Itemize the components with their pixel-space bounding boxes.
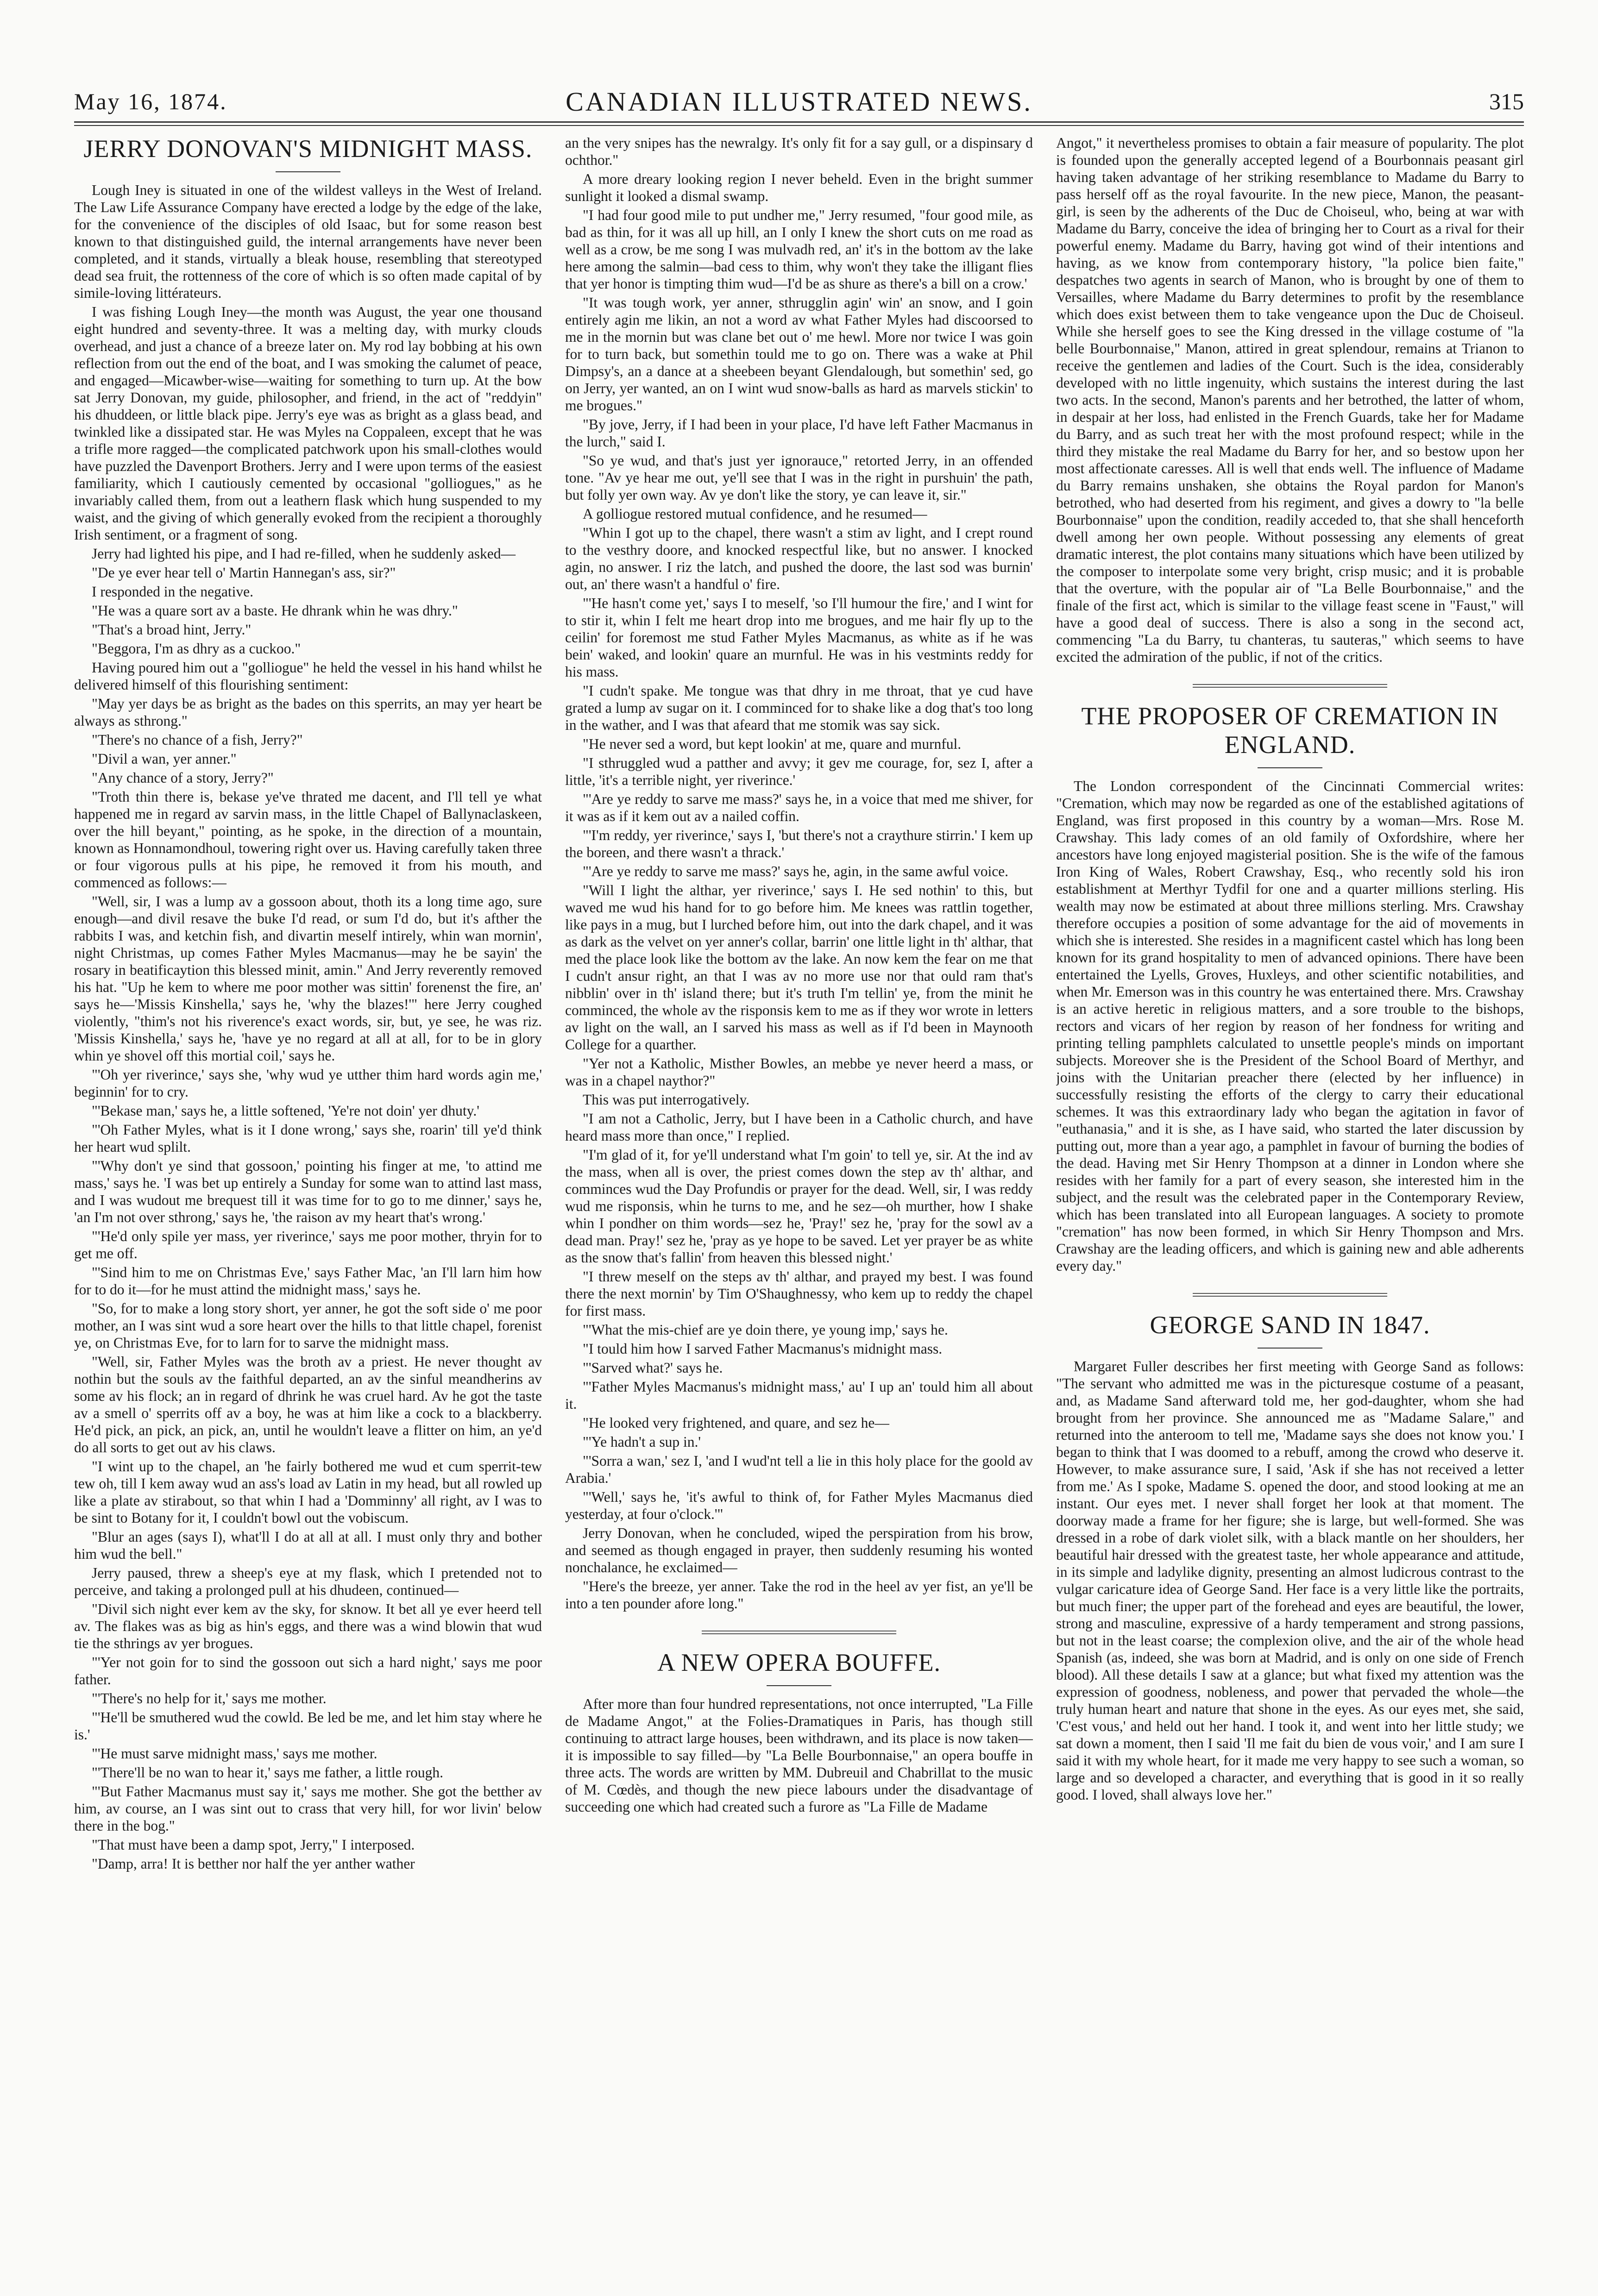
columns [74, 134, 1524, 2246]
paragraph: "'Oh yer riverince,' says she, 'why wud ye utther thim hard words agin me,' beginnin' for to cry. [74, 1066, 542, 1100]
paragraph: "'He must sarve midnight mass,' says me mother. [92, 1745, 377, 1762]
paragraph: "Any chance of a story, Jerry?" [92, 770, 274, 786]
paragraph: "Beggora, I'm as dhry as a cuckoo." [92, 640, 301, 657]
paragraph: "I tould him how I sarved Father Macmanus's midnight mass. [583, 1341, 943, 1357]
paragraph: "'Father Myles Macmanus's midnight mass,' au' I up an' tould him all about it. [565, 1379, 1033, 1412]
section-divider [702, 1631, 896, 1634]
paragraph: "Damp, arra! It is betther nor half the yer anther wather [92, 1856, 415, 1872]
paragraph: "I cudn't spake. Me tongue was that dhry in me throat, that ye cud have grated a lump av sugar on it. I comminced for to shake like a dog that's too long in the wather, and I was that afeard that me stomik was say sick. [565, 683, 1033, 733]
paragraph: "Yer not a Katholic, Misther Bowles, an mebbe ye never heerd a mass, or was in a chapel naythor?" [565, 1055, 1033, 1089]
page-number: 315 [1489, 88, 1524, 114]
article-title-cremation: THE PROPOSER OF CREMATION IN ENGLAND. [1081, 702, 1499, 759]
paragraph: "I wint up to the chapel, an 'he fairly bothered me wud et cum sperrit-tew tew oh, till I kem away wud an ass's load av Latin in my head, but all rowled up like a plate av stirabout, so that whin I had a 'Domminny' all right, av I was to be sint to Botany for it, I couldn't bowl out the vobiscum. [74, 1458, 542, 1526]
paragraph: "So ye wud, and that's just yer ignorauce," retorted Jerry, in an offended tone. "Av ye hear me out, ye'll see that I was in the right in purshuin' the path, but folly yer own way. Av ye don't like the story, ye can leave it, sir." [565, 452, 1033, 503]
paragraph: "'Sarved what?' says he. [583, 1360, 723, 1376]
title-rule [276, 171, 340, 172]
paragraph: "'Sorra a wan,' sez I, 'and I wud'nt tell a lie in this holy place for the goold av Arabia.' [565, 1453, 1033, 1486]
header-rule-thin [74, 125, 1524, 126]
paragraph: "'Yer not goin for to sind the gossoon out sich a hard night,' says me poor father. [74, 1654, 542, 1687]
paragraph: "'What the mis-chief are ye doin there, ye young imp,' says he. [583, 1322, 948, 1338]
paragraph: "Divil a wan, yer anner." [92, 751, 237, 767]
paragraph: I responded in the negative. [92, 583, 254, 600]
paragraph: "There's no chance of a fish, Jerry?" [92, 732, 303, 748]
paragraph: "I had four good mile to put undher me," Jerry resumed, "four good mile, as bad as thin, for it was all up hill, an I only I knew the short cuts on me road as well as a crow, be me song I was mulvadh red, an' it's in the bottom av the lake here among the salmin—bad cess to thim, why won't they take the illigant flies that yer honor is timpting thim wud—I'd be as shure as there's a bill on a crow.' [565, 207, 1033, 292]
paragraph: "'Sind him to me on Christmas Eve,' says Father Mac, 'an I'll larn him how for to do it—for he must attind the midnight mass,' says he. [74, 1264, 542, 1298]
page-header [74, 83, 1524, 125]
column-3 [1056, 134, 1524, 2246]
paragraph: "I'm glad of it, for ye'll understand what I'm goin' to tell ye, sir. At the ind av the mass, when all is over, the priest comes down the step av th' althar, and comminces wud the Day Profundis or prayer for the dead. Well, sir, I was reddy wud me risponsis, whin he turns to me, and he sez—oh murther, how I shake whin I pondher on thim words—sez he, 'Pray!' sez he, 'pray for the sowl av a dead man. Pray!' sez he, 'pray as ye hope to be saved. Let yer prayer be as white as the snow that's fallin' from heaven this blessed night.' [565, 1147, 1033, 1266]
header-rule [74, 121, 1524, 123]
paragraph: "'Bekase man,' says he, a little softened, 'Ye're not doin' yer dhuty.' [92, 1103, 479, 1119]
paragraph: "'There'll be no wan to hear it,' says me father, a little rough. [92, 1764, 443, 1781]
paragraph: "'He hasn't come yet,' says I to meself, 'so I'll humour the fire,' and I wint for to stir it, whin I felt me heart drop into me brogues, and me hair fly up to the ceilin' for foremost me stud Father Myles Macmanus, as white as if he was bein' waked, and lookin' quare an murnful. He was in his vestmints reddy for his mass. [565, 595, 1033, 680]
article-title-george-sand: GEORGE SAND IN 1847. [1150, 1311, 1430, 1339]
paragraph: "Troth thin there is, bekase ye've thrated me dacent, and I'll tell ye what happened me in regard av sarvin mass, in the little Chapel of Ballynaclaskeen, over the hill beyant," pointing, as he spoke, in the direction of a mountain, known as Honnamondhoul, towering right over us. Having carefully taken three or four vigorous pulls at his pipe, he removed it from his mouth, and commenced as follows:— [74, 789, 542, 891]
paragraph: "'There's no help for it,' says me mother. [92, 1690, 327, 1706]
column-2 [565, 134, 1033, 2246]
issue-date: May 16, 1874. [74, 88, 227, 114]
paragraph: "It was tough work, yer anner, sthrugglin agin' win' an snow, and I goin entirely agin me likin, an not a word av what Father Myles had discoorsed to me in the mornin but was clane bet out o' me hewl. More nor twice I was goin for to turn back, but somethin tould me to go on. There was a wake at Phil Dimpsy's, an a dance at a sheebeen beyant Glendalough, but somethin' sed, go on Jerry, yer wanted, an on I wint wud snow-balls as hard as marvels stickin' to me brogues." [565, 295, 1033, 414]
title-rule [1258, 1348, 1322, 1349]
paragraph: "De ye ever hear tell o' Martin Hannegan's ass, sir?" [92, 565, 396, 581]
paragraph: "So, for to make a long story short, yer anner, he got the soft side o' me poor mother, an I was sint wud a sore heart over the hills to that little chapel, forenist ye, on Christmas Eve, for to larn for to sarve the midnight mass. [74, 1300, 542, 1351]
paragraph: Angot," it nevertheless promises to obtain a fair measure of popularity. The plot is founded upon the generally accepted legend of a Bourbonnais peasant girl having taken advantage of her striking resemblance to Madame du Barry to pass herself off as the royal favourite. In the new piece, Manon, the peasant-girl, is seen by the adherents of the Duc de Choiseul, who, being at war with Madame du Barry, conceive the idea of bringing her to Court as a rival for their powerful enemy. Madame du Barry, having got wind of their intentions and having, as we know from contemporary history, "la police bien faite," despatches two agents in search of Manon, who is brought by one of them to Versailles, where Madame du Barry determines to profit by the resemblance which does exist between them to take vengeance upon the Duc de Choiseul. While she herself goes to see the King dressed in the village costume of "la belle Bourbonnaise," Manon, attired in great splendour, remains at Trianon to receive the gentlemen and ladies of the Court. Such is the idea, considerably developed with no little ingenuity, which sustains the interest during the last two acts. In the second, Manon's parents and her betrothed, the latter of whom, in despair at her loss, had enlisted in the French Guards, take her for Madame du Barry, and as such treat her with the most profound respect; while in the third they mistake the real Madame du Barry for her, and so bestow upon her most affectionate caresses. All is well that ends well. The influence of Madame du Barry remains unshaken, she obtains the Royal pardon for Manon's betrothed, who had deserted from his regiment, and gives a dowry to "la belle Bourbonnaise" upon the condition, readily acceded to, that she shall henceforth dwell among her own people. Without possessing any elements of great dramatic interest, the plot contains many situations which have been utilized by the composer to interpolate some very bright, crisp music; and it is probable that the overture, with the popular air of "La Belle Bourbonnaise," and the finale of the first act, which is similar to the village feast scene in "Faust," will have a good deal of success. There is also a song in the second act, commencing "La du Barry, tu chanteras, tu sauteras," which seems to have excited the admiration of the public, if not of the critics. [1056, 135, 1524, 665]
paragraph: "That must have been a damp spot, Jerry," I interposed. [92, 1837, 415, 1853]
paragraph: A golliogue restored mutual confidence, and he resumed— [583, 506, 927, 522]
paragraph: After more than four hundred representations, not once interrupted, "La Fille de Madame Angot," at the Folies-Dramatiques in Paris, has though still continuing to attract large houses, been withdrawn, and its place is now taken—it is impossible to say filled—by "La Belle Bourbonnaise," an opera bouffe in three acts. The words are written by MM. Dubreuil and Chabrillat to the music of M. Cœdès, and though the new piece labours under the disadvantage of succeeding one which had created such a furore as "La Fille de Madame [565, 1696, 1033, 1815]
paragraph: "'But Father Macmanus must say it,' says me mother. She got the betther av him, av course, an I was sint out to crass that very hill, for wor livin' below there in the bog." [74, 1783, 542, 1834]
paragraph: "Will I light the althar, yer riverince,' says I. He sed nothin' to this, but waved me wud his hand for to go before him. Me knees was rattlin together, like pays in a mug, but I lurched before him, out into the dark chapel, and it was as dark as the velvet on yer anner's collar, barrin' one little light in th' althar, that med the place look like the bottom av the lake. An now kem the fear on me that I cudn't ansur right, an that I was av no more use nor that ould ram that's nibblin' over in th' island there; but it's truth I'm tellin' ye, from the minit he comminced, the whole av the risponsis kem to me as if they wor wrote in letters av light on the wall, an I sarved his mass as well as if I'd been in Maynooth College for a quarther. [565, 882, 1033, 1053]
column-1 [74, 134, 542, 2246]
paragraph: "'Are ye reddy to sarve me mass?' says he, in a voice that med me shiver, for it was as if it kem out av a nailed coffin. [565, 791, 1033, 824]
paragraph: "I sthruggled wud a patther and avvy; it gev me courage, for, sez I, after a little, 'it's a terrible night, yer riverince.' [565, 755, 1033, 788]
section-divider [1193, 684, 1387, 688]
paragraph: "Well, sir, Father Myles was the broth av a priest. He never thought av nothin but the souls av the faithful departed, an av the sinful meandherins av some av his flock; an in regard of dhrink he was cruel hard. Av he got the taste av a smell o' sperrits off av a boy, he was at him like a cock to a blackberry. He'd pick, an pick, an pick, an, until he wouldn't leave a flitter on him, an ye'd do all sorts to get out av his claws. [74, 1354, 542, 1455]
paragraph: A more dreary looking region I never beheld. Even in the bright summer sunlight it looked a dismal swamp. [565, 171, 1033, 204]
paragraph: Lough Iney is situated in one of the wildest valleys in the West of Ireland. The Law Life Assurance Company have erected a lodge by the edge of the lake, for the convenience of the disciples of old Isaac, but for some reason best known to that distinguished guild, the internal arrangements have never been completed, and it stands, virtually a bleak house, resembling that stereotyped dead sea fruit, the rottenness of the core of which is so often made capital of by simile-loving littérateurs. [74, 182, 542, 301]
paragraph: "He never sed a word, but kept lookin' at me, quare and murnful. [583, 736, 962, 752]
paragraph: "He was a quare sort av a baste. He dhrank whin he was dhry." [92, 602, 458, 619]
paragraph: "May yer days be as bright as the bades on this sperrits, an may yer heart be always as sthrong." [74, 696, 542, 729]
paragraph: Having poured him out a "golliogue" he held the vessel in his hand whilst he delivered himself of this flourishing sentiment: [74, 659, 542, 693]
article-title-opera: A NEW OPERA BOUFFE. [657, 1649, 941, 1676]
paragraph: "'Ye hadn't a sup in.' [583, 1434, 701, 1450]
title-rule [1258, 767, 1322, 768]
title-rule [767, 1685, 831, 1686]
paragraph: "'Well,' says he, 'it's awful to think of, for Father Myles Macmanus died yesterday, at four o'clock.'" [565, 1489, 1033, 1522]
paragraph: "'Oh Father Myles, what is it I done wrong,' says she, roarin' till ye'd think her heart wud splilt. [74, 1122, 542, 1155]
paragraph: I was fishing Lough Iney—the month was August, the year one thousand eight hundred and seventy-three. It was a melting day, with murky clouds overhead, and just a chance of a breeze later on. My rod lay bobbing at his own reflection from out the end of the boat, and I was smoking the calumet of peace, and engaged—Micawber-wise—waiting for something to turn up. At the bow sat Jerry Donovan, my guide, philosopher, and friend, in the act of "reddyin" his dhuddeen, or little black pipe. Jerry's eye was as bright as a glass bead, and twinkled like a dissipated star. He was Myles na Coppaleen, except that he was a trifle more ragged—the complicated patchwork upon his small-clothes would have puzzled the Davenport Brothers. Jerry and I were upon terms of the easiest familiarity, which I cautiously cemented by occasional "golliogues," as he invariably called them, from out a leathern flask which hung suspended to my waist, and the giving of which generally evoked from the recipient a thoroughly Irish sentiment, or a fragment of song. [74, 304, 542, 543]
paragraph: "'He'd only spile yer mass, yer riverince,' says me poor mother, thryin for to get me off. [74, 1228, 542, 1261]
paragraph: "I threw meself on the steps av th' althar, and prayed my best. I was found there the next mornin' by Tim O'Shaughnessy, who kem up to reddy the chapel for first mass. [565, 1268, 1033, 1319]
paragraph: The London correspondent of the Cincinnati Commercial writes: "Cremation, which may now be regarded as one of the established agitations of England, was first proposed in this country by a woman—Mrs. Rose M. Crawshay. This lady comes of an old family of Oxfordshire, where her ancestors have long enjoyed magisterial position. She is the wife of the famous Iron King of Wales, Robert Crawshay, Esq., who recently sold his iron establishment at Merthyr Tydfil for one and a quarter millions sterling. His wealth may now be estimated at about three millions sterling. Mrs. Crawshay therefore occupies a position of some advantage for the aid of movements in which she is interested. She resides in a magnificent castel which has long been known for its grand hospitality to men of advanced opinions. There have been entertained the Lyells, Groves, Huxleys, and other scientific notabilities, and when Mr. Emerson was in this country he was entertained there. Mrs. Crawshay is an active heretic in religious matters, and a sore trouble to the bishops, rectors and vicars of her region by reason of her fondness for writing and printing telling pamphlets calculated to unsettle people's minds on important subjects. Moreover she is the President of the School Board of Merthyr, and joins with the Unitarian preacher there (elected by her influence) in successfully resisting the efforts of the clergy to carry their educational schemes. It was this extraordinary lady who began the agitation in favor of "euthanasia," and it is she, as I have said, who started the later discussion by putting out, more than a year ago, a pamphlet in favour of burning the bodies of the dead. Having met Sir Henry Thompson at a dinner in London where she resides with her family for a part of every season, she interested him in the subject, and the result was the celebrated paper in the Contemporary Review, which has been translated into all European languages. A society to promote "cremation" has now been formed, in which Sir Henry Thompson and Mrs. Crawshay are the leading officers, and which is gaining new and able adherents every day." [1056, 778, 1524, 1274]
paragraph: "I am not a Catholic, Jerry, but I have been in a Catholic church, and have heard mass more than once," I replied. [565, 1110, 1033, 1144]
paragraph: "Blur an ages (says I), what'll I do at all at all. I must only thry and bother him wud the bell." [74, 1529, 542, 1562]
paragraph: Jerry had lighted his pipe, and I had re-filled, when he suddenly asked— [92, 546, 516, 562]
article-title-jerry: JERRY DONOVAN'S MIDNIGHT MASS. [83, 135, 533, 163]
paragraph: "Well, sir, I was a lump av a gossoon about, thoth its a long time ago, sure enough—and divil resave the buke I'd read, or sum I'd do, but it's afther the rabbits I was, and ketchin fish, and divartin meself intirely, whin wan mornin', night Christmas, up comes Father Myles Macmanus—may he be sayin' the rosary in beatificaytion this blessed minit, amin." And Jerry reverently removed his hat. "Up he kem to where me poor mother was sittin' forenenst the fire, an' says he—'Missis Kinshella,' says he, 'why the blazes!'" here Jerry coughed violently, "thim's not his riverence's exact words, sir, but, ye see, he was riz. 'Missis Kinshella,' says he, 'have ye no regard at all at all, for to be in glory whin ye shovel off this mortial coil,' says he. [74, 893, 542, 1064]
paragraph: Jerry Donovan, when he concluded, wiped the perspiration from his brow, and seemed as though engaged in prayer, then suddenly resuming his wonted nonchalance, he exclaimed— [565, 1525, 1033, 1575]
paragraph: Jerry paused, threw a sheep's eye at my flask, which I pretended not to perceive, and taking a prolonged pull at his dhudeen, continued— [74, 1565, 542, 1598]
paragraph: "He looked very frightened, and quare, and sez he— [583, 1415, 889, 1431]
paragraph: "'Are ye reddy to sarve me mass?' says he, agin, in the same awful voice. [583, 863, 1009, 879]
paragraph: "Here's the breeze, yer anner. Take the rod in the heel av yer fist, an ye'll be into a ten pounder afore long." [565, 1578, 1033, 1612]
paragraph: "'I'm reddy, yer riverince,' says I, 'but there's not a craythure stirrin.' I kem up the boreen, and there wasn't a thrack.' [565, 827, 1033, 860]
paragraph: "Whin I got up to the chapel, there wasn't a stim av light, and I crept round to the vesthry doore, and knocked respectful like, but no answer. I knocked agin, no answer. I riz the latch, and pushed the doore, the last sod was burnin' out, an' there wasn't a handful o' fire. [565, 525, 1033, 592]
paragraph: Margaret Fuller describes her first meeting with George Sand as follows: "The servant who admitted me was in the picturesque costume of a peasant, and, as Madame Sand afterward told me, her god-daughter, whom she had brought from her province. She announced me as "Madame Salare," and returned into the anteroom to tell me, 'Madame says she does not know you.' I began to think that I was doomed to a rebuff, among the crowd who deserve it. However, to make assurance sure, I said, 'Ask if she has not received a letter from me.' As I spoke, Madame S. opened the door, and stood looking at me an instant. Our eyes met. I never shall forget her look at that moment. The doorway made a frame for her figure; she is large, but well-formed. She was dressed in a robe of dark violet silk, with a black mantle on her shoulders, her beautiful hair dressed with the greatest taste, her whole appearance and attitude, in its simple and ladylike dignity, presenting an almost ludicrous contrast to the vulgar caricature idea of George Sand. Her face is a very little like the portraits, but much finer; the upper part of the forehead and eyes are beautiful, the lower, strong and masculine, expressive of a hardy temperament and strong passions, but not in the least coarse; the complexion olive, and the air of the whole head Spanish (as, indeed, she was born at Madrid, and is only on one side of French blood). All these details I saw at a glance; but what fixed my attention was the expression of goodness, nobleness, and power that pervaded the whole—the truly human heart and nature that shone in the eyes. As our eyes met, she said, 'C'est vous,' and held out her hand. I took it, and went into her little study; we sat down a moment, then I said 'Il me fait du bien de vous voir,' and I am sure I said it with my whole heart, for it made me very happy to see such a woman, so large and so developed a character, and everything that is good in it so really good. I loved, shall always love her." [1056, 1358, 1524, 1803]
paragraph: "'He'll be smuthered wud the cowld. Be led be me, and let him stay where he is.' [74, 1709, 542, 1743]
paragraph: an the very snipes has the newralgy. It's only fit for a say gull, or a dispinsary d ochthor." [565, 135, 1033, 168]
paragraph: "By jove, Jerry, if I had been in your place, I'd have left Father Macmanus in the lurch," said I. [565, 416, 1033, 450]
masthead-title: CANADIAN ILLUSTRATED NEWS. [566, 87, 1032, 117]
paragraph: "Divil sich night ever kem av the sky, for sknow. It bet all ye ever heerd tell av. The flakes was as big as hin's eggs, and there was a wind blowin that wud tie the sthrings av yer brogues. [74, 1601, 542, 1651]
paragraph: This was put interrogatively. [583, 1092, 750, 1108]
paragraph: "That's a broad hint, Jerry." [92, 621, 252, 638]
section-divider [1193, 1293, 1387, 1297]
paragraph: "'Why don't ye sind that gossoon,' pointing his finger at me, 'to attind me mass,' says he. 'I was bet up entirely a Sunday for some wan to attind last mass, and I was wudout me brequest till it was time for to go to me dinner,' says he, 'an I'm not over sthrong,' says he, 'the raison av my heart that's wrong.' [74, 1158, 542, 1225]
